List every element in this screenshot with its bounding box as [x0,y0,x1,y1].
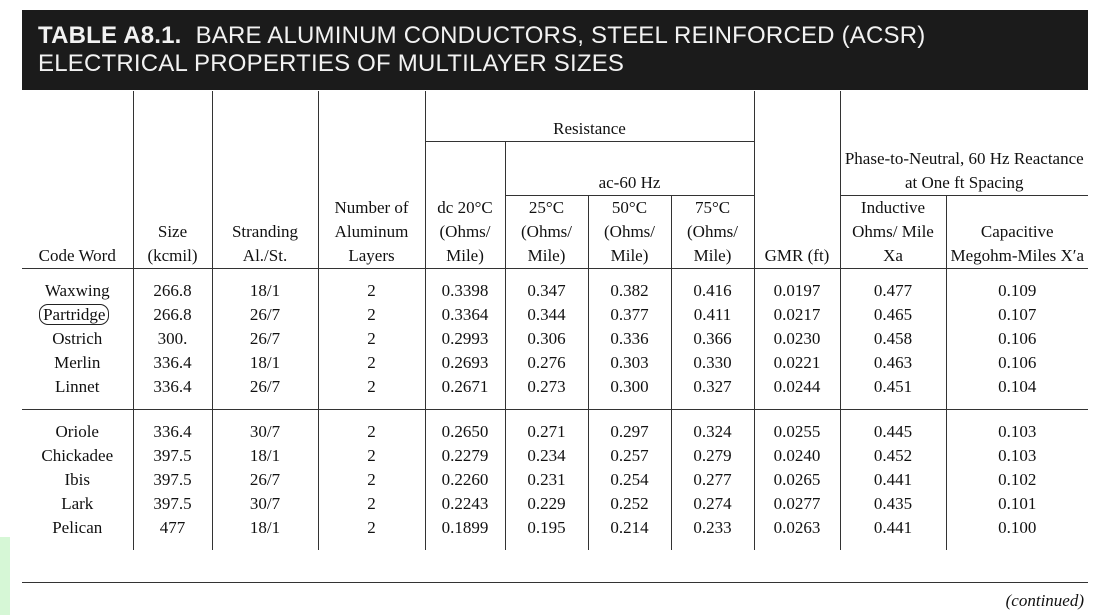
cell-ac25: 0.344 [505,303,588,327]
cell-capacitive: 0.107 [998,305,1037,324]
cell-stranding: 18/1 [212,269,318,304]
cell-inductive: 0.441 [840,468,946,492]
cell-size: 266.8 [133,303,212,327]
cell-dc: 0.2671 [425,375,505,410]
cell-dc: 0.2993 [425,327,505,351]
cell-stranding: 18/1 [212,351,318,375]
cell-size: 300. [133,327,212,351]
cell-capacitive: 0.102 [998,470,1037,489]
cell-ac50: 0.214 [588,516,671,550]
cell-dc: 0.3364 [425,303,505,327]
table-row [22,516,1088,550]
cell-gmr: 0.0221 [754,351,840,375]
table-row [22,410,1088,445]
cell-layers: 2 [318,375,425,410]
cell-ac50: 0.377 [588,303,671,327]
cell-layers: 2 [318,303,425,327]
cell-ac50: 0.252 [588,492,671,516]
cell-layers: 2 [318,410,425,445]
cell-gmr: 0.0217 [754,303,840,327]
cell-dc: 0.3398 [425,269,505,304]
cell-layers: 2 [318,516,425,550]
table-title-bar [22,10,1088,90]
cell-ac25: 0.306 [505,327,588,351]
cell-dc: 0.2260 [425,468,505,492]
cell-dc: 0.1899 [425,516,505,550]
cell-dc: 0.2650 [425,410,505,445]
cell-stranding: 26/7 [212,327,318,351]
cell-stranding: 26/7 [212,375,318,410]
header-ac-25c: 25°C (Ohms/ Mile) [505,196,588,269]
cell-dc: 0.2693 [425,351,505,375]
cell-gmr: 0.0230 [754,327,840,351]
table-row [22,269,1088,304]
cell-code: Lark [22,492,133,516]
circled-code-annotation: Partridge [39,304,109,325]
cell-layers: 2 [318,269,425,304]
cell-stranding: 26/7 [212,468,318,492]
cell-capacitive: 0.103 [998,422,1037,441]
cell-code: Oriole [22,410,133,445]
cell-inductive: 0.451 [840,375,946,410]
cell-ac25: 0.347 [505,269,588,304]
cell-size: 266.8 [133,269,212,304]
cell-ac50: 0.336 [588,327,671,351]
cell-gmr: 0.0263 [754,516,840,550]
cell-ac75: 0.324 [671,410,754,445]
continued-note: (continued) [1005,591,1084,610]
table-bottom-rule [22,582,1088,583]
header-ac-75c: 75°C (Ohms/ Mile) [671,196,754,269]
cell-ac50: 0.300 [588,375,671,410]
cell-layers: 2 [318,468,425,492]
cell-layers: 2 [318,444,425,468]
cell-capacitive: 0.106 [998,329,1037,348]
cell-ac50: 0.257 [588,444,671,468]
cell-capacitive: 0.109 [998,281,1037,300]
cell-layers: 2 [318,492,425,516]
cell-stranding: 26/7 [212,303,318,327]
cell-stranding: 30/7 [212,410,318,445]
cell-layers: 2 [318,327,425,351]
green-margin-strip [0,537,10,615]
cell-capacitive: 0.100 [998,518,1037,537]
header-size: Size (kcmil) [133,91,212,269]
cell-code: Pelican [22,516,133,550]
cell-size: 397.5 [133,444,212,468]
cell-ac75: 0.277 [671,468,754,492]
header-phase-reactance: Phase-to-Neutral, 60 Hz Reactance at One ft Spacing [840,91,1088,196]
cell-capacitive: 0.106 [998,353,1037,372]
cell-ac50: 0.297 [588,410,671,445]
cell-stranding: 18/1 [212,444,318,468]
cell-code: Chickadee [22,444,133,468]
cell-size: 336.4 [133,351,212,375]
cell-gmr: 0.0265 [754,468,840,492]
cell-ac75: 0.274 [671,492,754,516]
header-ac-60hz: ac-60 Hz [505,142,754,196]
table-row [22,468,1088,492]
cell-ac75: 0.330 [671,351,754,375]
cell-ac75: 0.366 [671,327,754,351]
table-title: BARE ALUMINUM CONDUCTORS, STEEL REINFORCED (ACSR) [195,22,926,49]
table-row [22,327,1088,351]
cell-ac25: 0.231 [505,468,588,492]
cell-code [22,303,133,327]
cell-ac25: 0.276 [505,351,588,375]
cell-ac25: 0.271 [505,410,588,445]
cell-capacitive: 0.101 [998,494,1037,513]
cell-dc: 0.2243 [425,492,505,516]
cell-inductive: 0.441 [840,516,946,550]
cell-ac50: 0.382 [588,269,671,304]
table-row [22,375,1088,410]
cell-stranding: 30/7 [212,492,318,516]
cell-gmr: 0.0240 [754,444,840,468]
cell-ac50: 0.303 [588,351,671,375]
cell-code: Ibis [22,468,133,492]
cell-gmr: 0.0277 [754,492,840,516]
cell-inductive: 0.435 [840,492,946,516]
cell-dc: 0.2279 [425,444,505,468]
table-row [22,444,1088,468]
title-line-1 [38,22,1088,50]
cell-capacitive: 0.103 [998,446,1037,465]
cell-gmr: 0.0244 [754,375,840,410]
cell-inductive: 0.458 [840,327,946,351]
header-capacitive: Capacitive Megohm-Miles X′a [946,196,1088,269]
cell-ac25: 0.195 [505,516,588,550]
cell-inductive: 0.477 [840,269,946,304]
header-inductive: Inductive Ohms/ Mile Xa [840,196,946,269]
acsr-properties-table [22,91,1088,550]
cell-ac25: 0.273 [505,375,588,410]
header-code-word: Code Word [22,91,133,269]
header-ac-50c: 50°C (Ohms/ Mile) [588,196,671,269]
cell-code: Waxwing [22,269,133,304]
header-resistance: Resistance [425,91,754,142]
cell-inductive: 0.445 [840,410,946,445]
cell-size: 477 [133,516,212,550]
cell-layers: 2 [318,351,425,375]
cell-code: Ostrich [22,327,133,351]
cell-gmr: 0.0255 [754,410,840,445]
header-dc: dc 20°C (Ohms/ Mile) [425,142,505,269]
cell-size: 397.5 [133,492,212,516]
header-gmr: GMR (ft) [754,91,840,269]
table-row [22,492,1088,516]
cell-ac75: 0.279 [671,444,754,468]
cell-stranding: 18/1 [212,516,318,550]
header-stranding: Stranding Al./St. [212,91,318,269]
cell-ac25: 0.234 [505,444,588,468]
cell-ac50: 0.254 [588,468,671,492]
cell-code: Merlin [22,351,133,375]
cell-code: Linnet [22,375,133,410]
cell-size: 397.5 [133,468,212,492]
cell-inductive: 0.452 [840,444,946,468]
cell-capacitive: 0.104 [946,375,1088,410]
cell-size: 336.4 [133,375,212,410]
table-row [22,351,1088,375]
cell-inductive: 0.463 [840,351,946,375]
cell-ac75: 0.411 [671,303,754,327]
table-subtitle: ELECTRICAL PROPERTIES OF MULTILAYER SIZES [38,50,625,77]
cell-ac75: 0.416 [671,269,754,304]
cell-ac25: 0.229 [505,492,588,516]
cell-ac75: 0.327 [671,375,754,410]
cell-size: 336.4 [133,410,212,445]
table-label: TABLE A8.1. [38,22,182,49]
cell-gmr: 0.0197 [754,269,840,304]
table-row [22,303,1088,327]
header-layers: Number of Aluminum Layers [318,91,425,269]
cell-ac75: 0.233 [671,516,754,550]
cell-inductive: 0.465 [840,303,946,327]
